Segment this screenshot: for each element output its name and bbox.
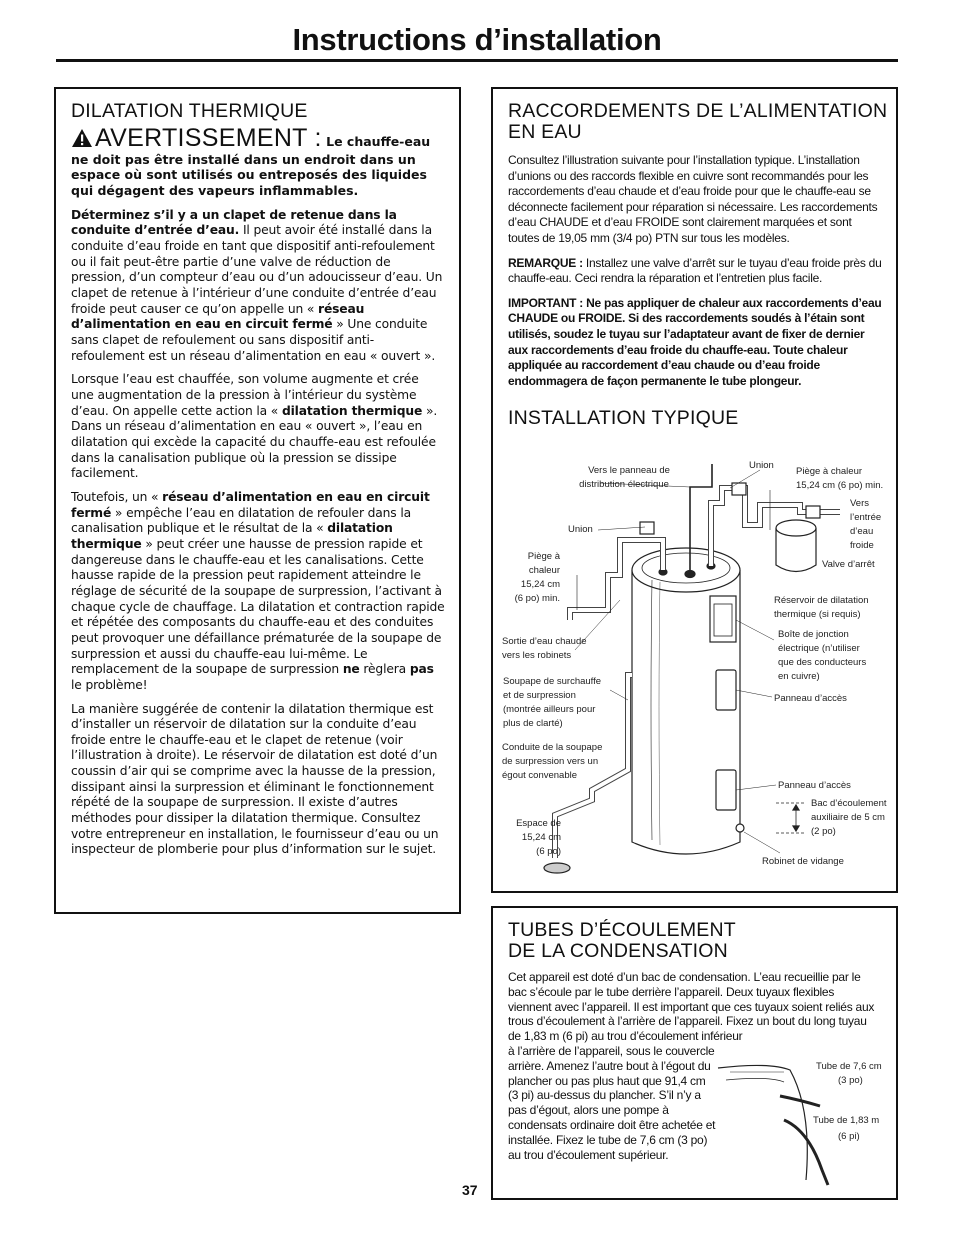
- label-boite-3: que des conducteurs: [778, 657, 867, 668]
- label-boite-2: électrique (n’utiliser: [778, 643, 860, 654]
- label-bac-3: (2 po): [811, 826, 836, 837]
- label-robinet: Robinet de vidange: [762, 856, 844, 867]
- page-title: Instructions d’installation: [292, 22, 662, 57]
- label-conduite-1: Conduite de la soupape: [502, 742, 603, 753]
- paragraph-remarque: REMARQUE : Installez une valve d’arrêt sur le tuyau d’eau froide près du chauffe-eau. Ceci rendra la réparation et l’entretien plus facile.: [508, 255, 882, 286]
- label-piege-right-2: 15,24 cm (6 po) min.: [796, 480, 884, 491]
- thermal-expansion-heading: DILATATION THERMIQUE: [71, 100, 308, 122]
- label-vers-entree-3: d’eau: [850, 526, 874, 537]
- label-vers-entree-2: l’entrée: [850, 512, 882, 523]
- paragraph-check-valve: Déterminez s’il y a un clapet de retenue dans la conduite d’entrée d’eau. Il peut avoir été installé dans la conduite d’eau froide en tant que dispositif anti-refoulement ou il fait peut-être partie d’une valve de réduction de pression, d’un compteur d’eau ou d’un adoucisseur d’eau. Un clapet de retenue à l’intérieur d’une conduite d’entrée d’eau froide peut causer ce qu’on appelle un « réseau d’alimentation en eau en circuit fermé » Une conduite sans clapet de refoulement ou sans dispositif anti-refoulement est un réseau d’alimentation en eau « ouvert ».: [71, 207, 443, 363]
- paragraph-closed-circuit: Toutefois, un « réseau d’alimentation en eau en circuit fermé » empêche l’eau en dilatation de refouler dans la canalisation publique et le résultat de la « dilatation thermique » peut créer une hausse de pression rapide et dangereuse dans le chauffe-eau et les canalisations. Cette hausse rapide de la pression peut rapidement atteindre le réglage de sécurité de la soupape de surpression, l’activant à chaque cycle de chauffage. La dilatation et contraction rapide et répétée des composants du chauffe-eau et des conduites peut provoquer une défaillance prématurée de la soupape de surpression et aussi du chauffe-eau lui-même. Le remplacement de la soupape de surpression ne règlera pas le problème!: [71, 489, 445, 692]
- condensation-heading: TUBES D’ÉCOULEMENT DE LA CONDENSATION: [508, 919, 736, 962]
- paragraph-connections: Consultez l’illustration suivante pour l’installation typique. L’installation d’unions ou des raccords flexible en cuivre sont recommandés pour les raccordements d’eau chaude et d’eau froide pour que le chauffe-eau se déconnecte facilement pour réparation si nécessaire. Les raccordements d’eau CHAUDE et d’eau FROIDE sont clairement marquées et sont toutes de 19,05 mm (3/4 po) PTN sur tous les modèles.: [508, 153, 878, 245]
- water-connections-heading: RACCORDEMENTS DE L’ALIMENTATION EN EAU: [508, 100, 888, 143]
- label-tube-183-2: (6 pi): [838, 1131, 860, 1142]
- label-sortie-1: Sortie d’eau chaude: [502, 636, 587, 647]
- label-espace-3: (6 po): [536, 846, 561, 857]
- warning-word: AVERTISSEMENT :: [95, 124, 322, 152]
- label-reservoir-1: Réservoir de dilatation: [774, 595, 869, 606]
- paragraph-volume: Lorsque l’eau est chauffée, son volume augmente et crée une augmentation de la pression à l’intérieur du système d’eau. On appelle cette action la « dilatation thermique ». Dans un réseau d’alimentation en eau « ouvert », l’eau en dilatation qui excède la capacité du chauffe-eau est refoulée dans la canalisation publique où la pression se dissipe facilement.: [71, 372, 438, 481]
- label-piege-left-3: 15,24 cm: [520, 579, 560, 590]
- label-piege-left-2: chaleur: [528, 565, 560, 576]
- label-reservoir-2: thermique (si requis): [774, 609, 861, 620]
- label-union-left: Union: [568, 524, 593, 535]
- label-vers-panneau-1: Vers le panneau de: [588, 465, 670, 476]
- label-union-top: Union: [749, 460, 774, 471]
- paragraph-important: IMPORTANT : Ne pas appliquer de chaleur aux raccordements d’eau CHAUDE ou FROIDE. Si des raccordements soudés à l’étain sont utilisés, soudez le tuyau sur l’adaptateur avant de fixer de dernier aux raccordements d’eau froide du chauffe-eau. Toute chaleur appliquée au raccordement d’eau chaude ou d’eau froide endommagera de façon permanente le tube plongeur.: [508, 295, 882, 388]
- label-tube-76-2: (3 po): [838, 1075, 863, 1086]
- label-espace-2: 15,24 cm: [521, 832, 561, 843]
- condensation-text-narrow: à l’arrière de l’appareil, sous le couvercle arrière. Amenez l’autre bout à l’égout du plancher ou pas plus haut que 91,4 cm (3 pi) au-dessus du plancher. S’il n’y a pas d’égout, alors une pompe à condensats ordinaire doit être achetée et installée. Fixez le tube de 7,6 cm (3 po) au trou d’écoulement supérieur.: [508, 1043, 716, 1162]
- label-boite-4: en cuivre): [778, 671, 820, 682]
- label-tube-76-1: Tube de 7,6 cm: [816, 1061, 882, 1072]
- label-soupape-3: (montrée ailleurs pour: [503, 704, 596, 715]
- label-panneau-acces-1: Panneau d’accès: [774, 693, 847, 704]
- condensation-body: [508, 970, 884, 1162]
- page-number: 37: [462, 1182, 478, 1198]
- label-vers-panneau-2: distribution électrique: [579, 479, 669, 490]
- label-soupape-1: Soupape de surchauffe: [503, 676, 602, 687]
- label-piege-left-1: Piège à: [527, 551, 560, 562]
- label-espace-1: Espace de: [516, 818, 561, 829]
- typical-installation-heading: INSTALLATION TYPIQUE: [508, 407, 739, 430]
- warning-text: Le chauffe-eau ne doit pas être installé dans un endroit dans un espace où sont utilisés ou entreposés des liquides qui dégagent des vapeurs inflammables.: [71, 134, 431, 199]
- label-valve-arret: Valve d’arrêt: [822, 559, 875, 570]
- condensation-tubes-panel: [491, 906, 898, 1200]
- label-vers-entree-4: froide: [850, 540, 874, 551]
- label-panneau-acces-2: Panneau d’accès: [778, 780, 851, 791]
- label-conduite-2: de surpression vers un: [502, 756, 599, 767]
- label-piege-right-1: Piège à chaleur: [796, 466, 863, 477]
- label-bac-1: Bac d’écoulement: [811, 798, 887, 809]
- label-bac-2: auxiliaire de 5 cm: [811, 812, 885, 823]
- label-tube-183-1: Tube de 1,83 m: [813, 1115, 880, 1126]
- condensation-text-full: Cet appareil est doté d’un bac de condensation. L’eau recueillie par le bac s’écoule par le tube derrière l’appareil. Deux tuyaux flexibles viennent avec l’appareil. Il est important que ces tuyaux soient reliés aux trous d’écoulement à l’arrière de l’appareil. Fixez un bout du long tuyau de 1,83 m (6 pi) au trou d’écoulement inférieur: [508, 970, 875, 1044]
- label-soupape-4: plus de clarté): [503, 718, 563, 729]
- paragraph-expansion-tank: La manière suggérée de contenir la dilatation thermique est d’installer un réservoir de dilatation sur la conduite d’eau froide entre le chauffe-eau et le clapet de retenue (voir l’illustration à droite). Le réservoir de dilatation est doté d’un coussin d’air qui se comprime avec la hausse de la pression, dissipant ainsi la surpression et éliminant le fonctionnement répété de la soupape de surpression. Il existe d’autres méthodes pour dissiper la dilatation thermique. Consultez votre entrepreneur en installation, le fournisseur d’eau ou un inspecteur de plomberie pour plus d’information sur le sujet.: [71, 701, 439, 857]
- label-sortie-2: vers les robinets: [502, 650, 572, 661]
- label-conduite-3: égout convenable: [502, 770, 578, 781]
- label-vers-entree-1: Vers: [850, 498, 870, 509]
- label-boite-1: Boîte de jonction: [778, 629, 849, 640]
- label-soupape-2: et de surpression: [503, 690, 576, 701]
- label-piege-left-4: (6 po) min.: [514, 593, 560, 604]
